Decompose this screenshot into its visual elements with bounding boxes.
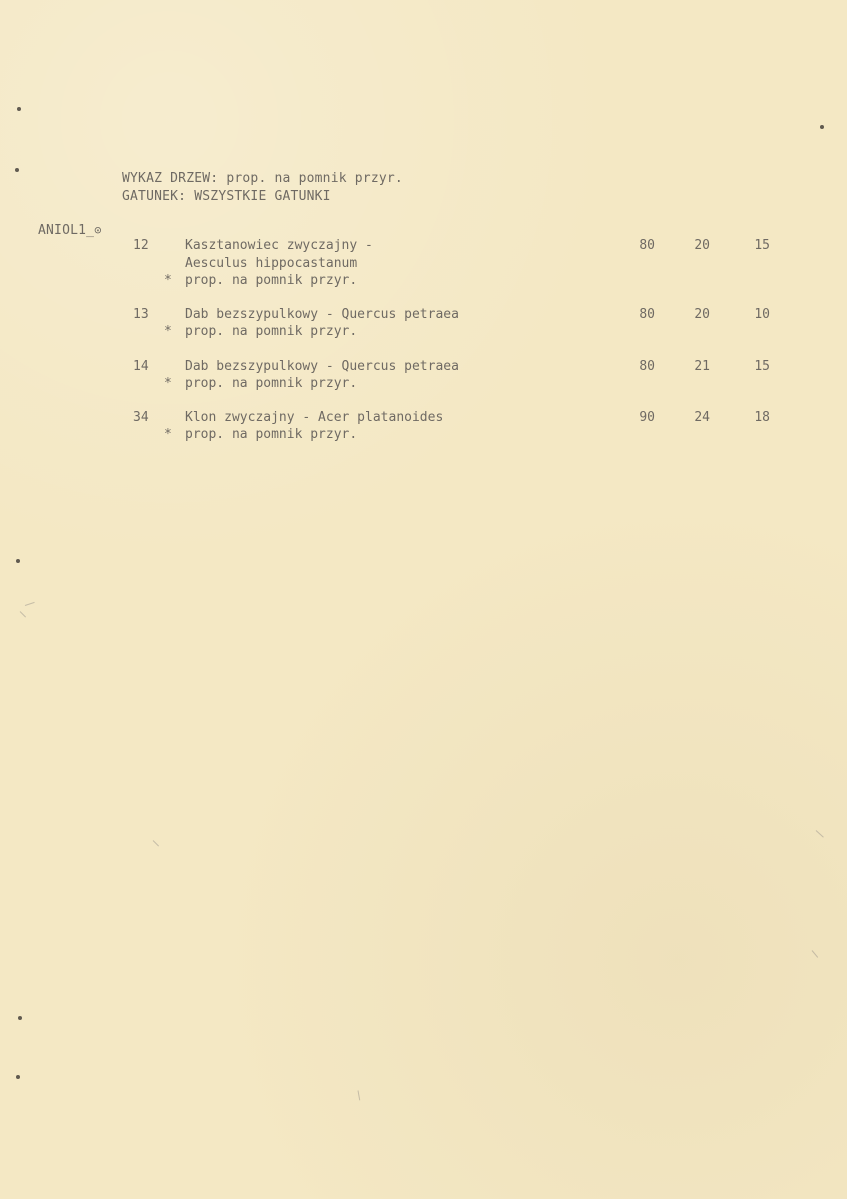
tree-value-1: 80 [639,359,655,374]
hole-mark [16,1075,20,1079]
hole-mark [820,125,824,129]
hole-mark [18,1016,22,1020]
report-title-line: WYKAZ DRZEW: prop. na pomnik przyr. [122,171,403,186]
tree-number: 34 [133,410,149,425]
note-marker: * [164,376,172,391]
tree-value-2: 21 [694,359,710,374]
note-marker: * [164,324,172,339]
section-label-text: ANIOL1_ [38,223,95,238]
tree-number: 13 [133,307,149,322]
note-marker: * [164,273,172,288]
tree-note: prop. na pomnik przyr. [185,324,358,339]
tree-value-3: 15 [754,238,770,253]
note-marker: * [164,427,172,442]
tree-name-line: Kasztanowiec zwyczajny - [185,238,373,253]
tree-note: prop. na pomnik przyr. [185,376,358,391]
hole-mark [17,107,21,111]
tree-number: 14 [133,359,149,374]
hole-mark [15,168,19,172]
tree-name-line: Dab bezszypulkowy - Quercus petraea [185,307,459,322]
tree-name-line: Klon zwyczajny - Acer platanoides [185,410,444,425]
tree-value-1: 80 [639,307,655,322]
tree-number: 12 [133,238,149,253]
tree-note: prop. na pomnik przyr. [185,427,358,442]
tree-value-1: 80 [639,238,655,253]
tree-value-1: 90 [639,410,655,425]
tree-name-line: Aesculus hippocastanum [185,256,358,271]
tree-value-2: 20 [694,238,710,253]
tree-value-3: 10 [754,307,770,322]
tree-value-3: 15 [754,359,770,374]
species-filter-line: GATUNEK: WSZYSTKIE GATUNKI [122,189,331,204]
hole-mark [16,559,20,563]
section-mark-icon: ⊙ [94,223,102,237]
tree-note: prop. na pomnik przyr. [185,273,358,288]
tree-value-2: 20 [694,307,710,322]
tree-name-line: Dab bezszypulkowy - Quercus petraea [185,359,459,374]
section-label [38,224,102,237]
tree-value-2: 24 [694,410,710,425]
tree-value-3: 18 [754,410,770,425]
